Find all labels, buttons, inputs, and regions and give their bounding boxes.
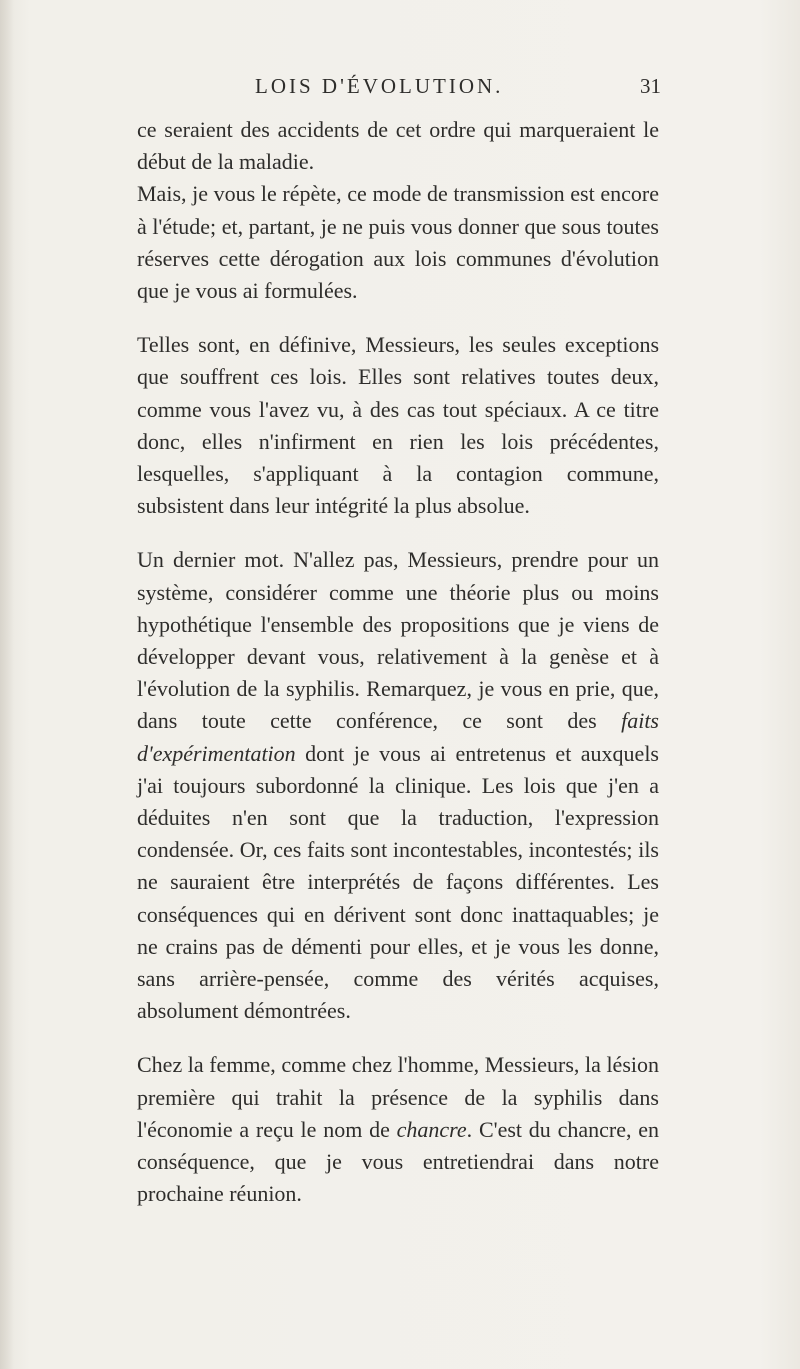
text-run: Chez la femme, comme chez l'homme, Messieurs, la lésion première qui trahit la présence de la syphilis dans l'économie a reçu le nom de xyxy=(137,1052,659,1142)
running-head-title: LOIS D'ÉVOLUTION. xyxy=(255,74,504,98)
paragraph xyxy=(137,544,659,1027)
running-head xyxy=(0,74,800,104)
text-run: dont je vous ai entretenus et auxquels j'ai toujours subordonné la clinique. Les lois que j'en a déduites n'en sont que la traduction, l'expression condensée. Or, ces faits sont incontestables, incontestés; ils ne sauraient être interprétés de façons différentes. Les conséquences qui en dérivent sont donc inattaquables; je ne crains pas de démenti pour elles, et je vous les donne, sans arrière-pensée, comme des vérités acquises, absolument démontrées. xyxy=(137,740,659,1024)
text-run: . C'est du chancre, en conséquence, que je vous entretiendrai dans notre prochaine réunion. xyxy=(137,1116,659,1207)
paragraph xyxy=(137,1049,659,1210)
page-gutter-shadow xyxy=(0,0,14,1369)
text-run: Telles sont, en définive, Messieurs, les seules exceptions que souffrent ces lois. Elles sont relatives toutes deux, comme vous l'avez vu, à des cas tout spéciaux. A ce titre donc, elles n'infirment en rien les lois précédentes, lesquelles, s'appliquant à la contagion commune, subsistent dans leur intégrité la plus absolue. xyxy=(137,332,659,519)
page-number: 31 xyxy=(640,74,661,98)
text-run: Un dernier mot. N'allez pas, Messieurs, prendre pour un système, considérer comme une théorie plus ou moins hypothétique l'ensemble des propositions que je viens de développer devant vous, relativement à la genèse et à l'évolution de la syphilis. Remarquez, je vous en prie, que, dans toute cette conférence, ce sont des xyxy=(137,547,659,734)
italic-text-run: faits d'expérimentation xyxy=(137,708,659,766)
body-text xyxy=(137,114,659,1211)
paragraph xyxy=(137,178,659,307)
paragraph xyxy=(137,329,659,522)
text-run: ce seraient des accidents de cet ordre qui marqueraient le début de la maladie. xyxy=(137,117,659,175)
paragraph xyxy=(137,114,659,178)
italic-text-run: chancre xyxy=(396,1116,467,1142)
text-run: Mais, je vous le répète, ce mode de transmission est encore à l'étude; et, partant, je ne puis vous donner que sous toutes réserves cette dérogation aux lois communes d'évolution que je vous ai formulées. xyxy=(137,181,659,304)
